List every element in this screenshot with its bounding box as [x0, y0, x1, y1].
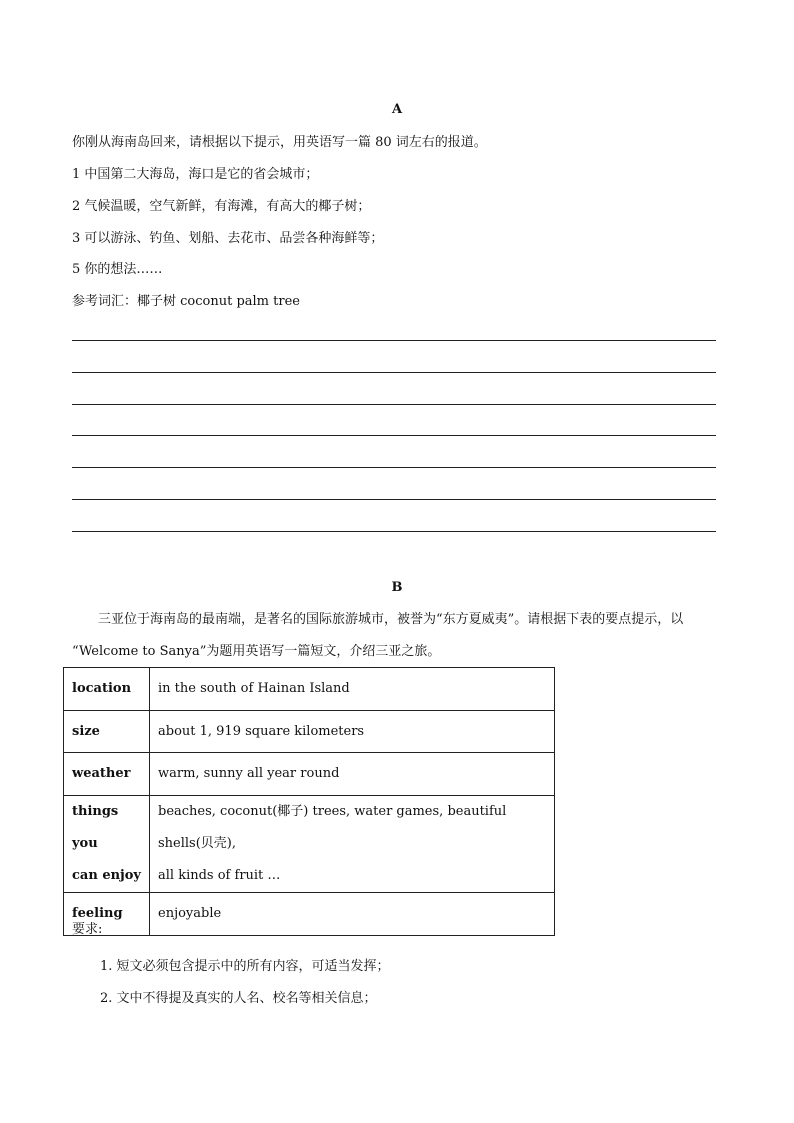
table-value-cell: beaches, coconut(椰子) trees, water games, beautiful shells(贝壳), all kinds of fruit … — [150, 796, 555, 893]
table-value-cell: warm, sunny all year round — [150, 753, 555, 796]
section-a-prompt-2: 2 气候温暖，空气新鲜，有海滩，有高大的椰子树； — [72, 199, 371, 214]
writing-line — [72, 467, 716, 468]
table-row — [64, 753, 555, 796]
section-b-heading: B — [391, 580, 403, 595]
writing-line — [72, 435, 716, 436]
requirements-label: 要求: — [72, 922, 103, 937]
writing-line — [72, 531, 716, 532]
table-key-cell: size — [64, 711, 150, 753]
section-a-prompt-5: 5 你的想法…… — [72, 262, 163, 277]
table-value-cell: enjoyable — [150, 893, 555, 936]
section-a-prompt-1: 1 中国第二大海岛，海口是它的省会城市； — [72, 167, 319, 182]
writing-line — [72, 499, 716, 500]
section-a-vocab: 参考词汇：椰子树 coconut palm tree — [72, 294, 300, 309]
section-a-heading: A — [391, 102, 403, 117]
table-value-cell: about 1, 919 square kilometers — [150, 711, 555, 753]
table-row — [64, 796, 555, 893]
table-key-cell: weather — [64, 753, 150, 796]
requirement-item-1: 1. 短文必须包含提示中的所有内容，可适当发挥； — [100, 959, 390, 974]
table-row — [64, 893, 555, 936]
section-b-intro-line1: 三亚位于海南岛的最南端，是著名的国际旅游城市，被誉为“东方夏威夷”。请根据下表的要点提示，以 — [98, 612, 684, 627]
table-key-cell: location — [64, 668, 150, 711]
table-key-cell: things you can enjoy — [64, 796, 150, 893]
table-key-cell: feeling — [64, 893, 150, 936]
writing-line — [72, 340, 716, 341]
section-a-prompt-3: 3 可以游泳、钓鱼、划船、去花市、品尝各种海鲜等； — [72, 231, 384, 246]
section-b-intro-line2: “Welcome to Sanya”为题用英语写一篇短文，介绍三亚之旅。 — [72, 644, 441, 659]
requirement-item-2: 2. 文中不得提及真实的人名、校名等相关信息； — [100, 991, 377, 1006]
table-value-cell: in the south of Hainan Island — [150, 668, 555, 711]
section-a-intro: 你刚从海南岛回来，请根据以下提示，用英语写一篇 80 词左右的报道。 — [72, 135, 487, 150]
table-row — [64, 711, 555, 753]
table-row — [64, 668, 555, 711]
writing-line — [72, 404, 716, 405]
writing-line — [72, 372, 716, 373]
key-points-table — [63, 667, 555, 936]
